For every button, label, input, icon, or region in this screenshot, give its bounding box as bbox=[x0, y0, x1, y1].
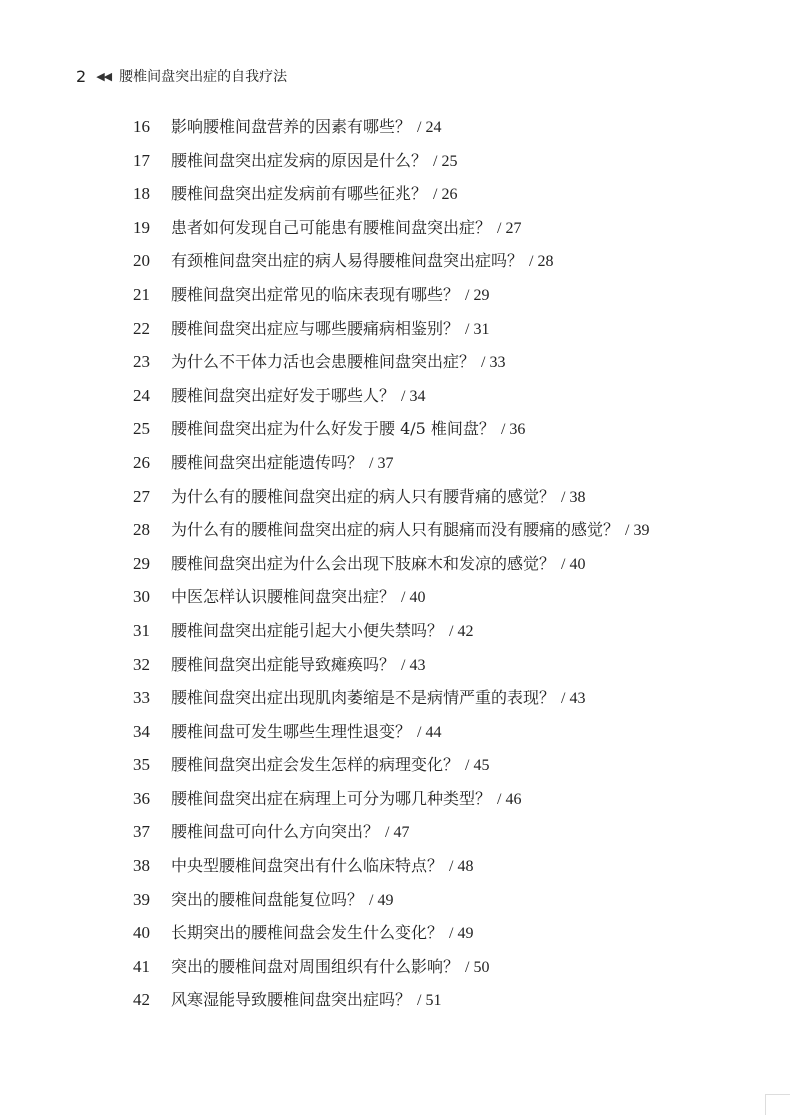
toc-entry bbox=[0, 916, 790, 950]
toc-entry-title-text: 腰椎间盘突出症会发生怎样的病理变化？ bbox=[171, 755, 460, 775]
toc-entry-title-text: 为什么有的腰椎间盘突出症的病人只有腰背痛的感觉？ bbox=[171, 486, 556, 506]
toc-entry-title-text: 腰椎间盘突出症在病理上可分为哪几种类型？ bbox=[171, 788, 492, 808]
toc-entry-title bbox=[171, 883, 393, 918]
toc-entry-page: / 50 bbox=[465, 958, 490, 976]
toc-entry-number: 32 bbox=[133, 654, 150, 674]
toc-entry bbox=[0, 144, 790, 178]
toc-entry-title bbox=[171, 446, 393, 481]
toc-entry-number: 18 bbox=[133, 184, 150, 204]
toc-entry-number: 24 bbox=[133, 385, 150, 405]
toc-entry-title-text: 腰椎间盘可向什么方向突出？ bbox=[171, 822, 380, 842]
toc-entry-title-text: 腰椎间盘可发生哪些生理性退变？ bbox=[171, 721, 412, 741]
toc-entry-number: 31 bbox=[133, 620, 150, 640]
double-left-arrow-icon: ◀◀ bbox=[96, 69, 112, 83]
toc-entry-title bbox=[171, 547, 585, 582]
toc-entry-title-text: 腰椎间盘突出症常见的临床表现有哪些？ bbox=[171, 284, 460, 304]
toc-entry bbox=[0, 278, 790, 312]
toc-entry-title bbox=[171, 345, 505, 380]
toc-entry-page: / 27 bbox=[497, 219, 522, 237]
toc-entry bbox=[0, 412, 790, 446]
toc-entry bbox=[0, 681, 790, 715]
toc-entry-number: 21 bbox=[133, 284, 150, 304]
toc-entry-number: 29 bbox=[133, 553, 150, 573]
toc-entry-page: / 39 bbox=[625, 522, 650, 540]
toc-entry-page: / 28 bbox=[529, 253, 554, 271]
toc-entry-number: 19 bbox=[133, 217, 150, 237]
toc-entry bbox=[0, 547, 790, 581]
toc-entry-number: 20 bbox=[133, 251, 150, 271]
toc-entry-title bbox=[171, 211, 521, 246]
toc-entry-number: 26 bbox=[133, 452, 150, 472]
toc-entry-page: / 24 bbox=[417, 119, 442, 136]
table-of-contents bbox=[0, 110, 790, 1017]
toc-entry-title-text: 影响腰椎间盘营养的因素有哪些？ bbox=[171, 117, 412, 136]
toc-entry bbox=[0, 312, 790, 346]
toc-entry-title-text: 腰椎间盘突出症能遗传吗？ bbox=[171, 452, 364, 472]
toc-entry-title bbox=[171, 144, 457, 179]
toc-entry-number: 40 bbox=[133, 923, 150, 943]
toc-entry bbox=[0, 715, 790, 749]
toc-entry-title bbox=[171, 244, 553, 279]
toc-entry bbox=[0, 648, 790, 682]
toc-entry-title bbox=[171, 648, 425, 683]
toc-entry-number: 34 bbox=[133, 721, 150, 741]
toc-entry-number: 22 bbox=[133, 318, 150, 338]
toc-entry-page: / 31 bbox=[465, 320, 490, 338]
toc-entry-title-text: 为什么有的腰椎间盘突出症的病人只有腿痛而没有腰痛的感觉？ bbox=[171, 520, 620, 540]
toc-entry-page: / 51 bbox=[417, 992, 442, 1010]
toc-entry-page: / 46 bbox=[497, 790, 522, 808]
toc-entry-title-text: 中央型腰椎间盘突出有什么临床特点？ bbox=[171, 856, 444, 876]
toc-entry-title-text: 腰椎间盘突出症能引起大小便失禁吗？ bbox=[171, 620, 444, 640]
toc-entry-page: / 38 bbox=[561, 488, 586, 506]
toc-entry-title bbox=[171, 748, 489, 783]
toc-entry-title-text: 风寒湿能导致腰椎间盘突出症吗？ bbox=[171, 990, 412, 1010]
toc-entry bbox=[0, 110, 790, 144]
toc-entry-title-text: 有颈椎间盘突出症的病人易得腰椎间盘突出症吗？ bbox=[171, 251, 524, 271]
toc-entry-number: 39 bbox=[133, 889, 150, 909]
toc-entry-number: 42 bbox=[133, 990, 150, 1010]
toc-entry-number: 23 bbox=[133, 352, 150, 372]
toc-entry-title bbox=[171, 849, 473, 884]
toc-entry bbox=[0, 513, 790, 547]
toc-entry-title bbox=[171, 177, 457, 212]
toc-entry-page: / 25 bbox=[433, 152, 458, 170]
toc-entry-page: / 33 bbox=[481, 354, 506, 372]
toc-entry bbox=[0, 244, 790, 278]
toc-entry-page: / 42 bbox=[449, 622, 474, 640]
toc-entry-page: / 45 bbox=[465, 757, 490, 775]
toc-entry-number: 28 bbox=[133, 520, 150, 540]
toc-entry bbox=[0, 614, 790, 648]
toc-entry-page: / 48 bbox=[449, 858, 474, 876]
toc-entry bbox=[0, 883, 790, 917]
toc-entry-title-text: 腰椎间盘突出症能导致瘫痪吗？ bbox=[171, 654, 396, 674]
toc-entry-number: 27 bbox=[133, 486, 150, 506]
toc-entry-title bbox=[171, 782, 521, 817]
toc-entry-title-text: 突出的腰椎间盘能复位吗？ bbox=[171, 889, 364, 909]
toc-entry-page: / 43 bbox=[561, 690, 586, 708]
toc-entry-page: / 44 bbox=[417, 723, 442, 741]
toc-entry-title bbox=[171, 715, 441, 750]
toc-entry-title-text: 腰椎间盘突出症出现肌肉萎缩是不是病情严重的表现？ bbox=[171, 688, 556, 708]
toc-entry bbox=[0, 379, 790, 413]
toc-entry-title bbox=[171, 480, 585, 515]
toc-entry-page: / 49 bbox=[449, 925, 474, 943]
toc-entry-number: 25 bbox=[133, 419, 150, 439]
toc-entry-page: / 34 bbox=[401, 387, 426, 405]
toc-entry bbox=[0, 211, 790, 245]
toc-entry-page: / 40 bbox=[561, 555, 586, 573]
toc-entry-number: 17 bbox=[133, 150, 150, 170]
toc-entry-page: / 40 bbox=[401, 589, 426, 607]
toc-entry bbox=[0, 446, 790, 480]
page-corner-mark bbox=[765, 1094, 790, 1115]
toc-entry bbox=[0, 177, 790, 211]
toc-entry-title bbox=[171, 513, 649, 548]
toc-entry-page: / 43 bbox=[401, 656, 426, 674]
toc-entry-number: 37 bbox=[133, 822, 150, 842]
toc-entry-title bbox=[171, 950, 489, 985]
page-number: 2 bbox=[76, 66, 87, 86]
toc-entry-title-text: 腰椎间盘突出症为什么好发于腰 4/5 椎间盘？ bbox=[171, 419, 495, 439]
toc-entry-number: 38 bbox=[133, 856, 150, 876]
toc-entry-page: / 36 bbox=[500, 421, 526, 439]
toc-entry-title-text: 腰椎间盘突出症发病的原因是什么？ bbox=[171, 150, 428, 170]
toc-entry-title-text: 腰椎间盘突出症好发于哪些人？ bbox=[171, 385, 396, 405]
toc-entry-title bbox=[171, 815, 409, 850]
toc-entry-page: / 47 bbox=[385, 824, 410, 842]
toc-entry-number: 16 bbox=[133, 117, 150, 136]
toc-entry-title-text: 突出的腰椎间盘对周围组织有什么影响？ bbox=[171, 956, 460, 976]
toc-entry-number: 41 bbox=[133, 956, 150, 976]
toc-entry-title bbox=[171, 412, 525, 447]
toc-entry-page: / 26 bbox=[433, 186, 458, 204]
toc-entry bbox=[0, 345, 790, 379]
toc-entry-title bbox=[171, 580, 425, 615]
toc-entry bbox=[0, 480, 790, 514]
toc-entry-title bbox=[171, 983, 441, 1018]
toc-entry-number: 30 bbox=[133, 587, 150, 607]
toc-entry bbox=[0, 849, 790, 883]
toc-entry-title-text: 腰椎间盘突出症应与哪些腰痛病相鉴别？ bbox=[171, 318, 460, 338]
toc-entry-title bbox=[171, 110, 441, 145]
toc-entry-number: 36 bbox=[133, 788, 150, 808]
toc-entry-title bbox=[171, 278, 489, 313]
toc-entry-title bbox=[171, 614, 473, 649]
toc-entry-number: 35 bbox=[133, 755, 150, 775]
toc-entry-title bbox=[171, 681, 585, 716]
toc-entry-title-text: 中医怎样认识腰椎间盘突出症？ bbox=[171, 587, 396, 607]
running-header bbox=[76, 64, 287, 88]
toc-entry-page: / 29 bbox=[465, 286, 490, 304]
toc-entry-page: / 37 bbox=[369, 454, 394, 472]
toc-entry bbox=[0, 580, 790, 614]
toc-entry bbox=[0, 782, 790, 816]
toc-entry-title-text: 患者如何发现自己可能患有腰椎间盘突出症？ bbox=[171, 217, 492, 237]
toc-entry-page: / 49 bbox=[369, 891, 394, 909]
toc-entry-title-text: 长期突出的腰椎间盘会发生什么变化？ bbox=[171, 923, 444, 943]
toc-entry bbox=[0, 950, 790, 984]
toc-entry bbox=[0, 983, 790, 1017]
toc-entry-title bbox=[171, 379, 425, 414]
toc-entry-title bbox=[171, 312, 489, 347]
book-title: 腰椎间盘突出症的自我疗法 bbox=[119, 69, 288, 85]
toc-entry-title-text: 腰椎间盘突出症发病前有哪些征兆？ bbox=[171, 184, 428, 204]
toc-entry bbox=[0, 815, 790, 849]
toc-entry-number: 33 bbox=[133, 688, 150, 708]
toc-entry-title-text: 腰椎间盘突出症为什么会出现下肢麻木和发凉的感觉？ bbox=[171, 553, 556, 573]
toc-entry-title bbox=[171, 916, 473, 951]
toc-entry-title-text: 为什么不干体力活也会患腰椎间盘突出症？ bbox=[171, 352, 476, 372]
toc-entry bbox=[0, 748, 790, 782]
